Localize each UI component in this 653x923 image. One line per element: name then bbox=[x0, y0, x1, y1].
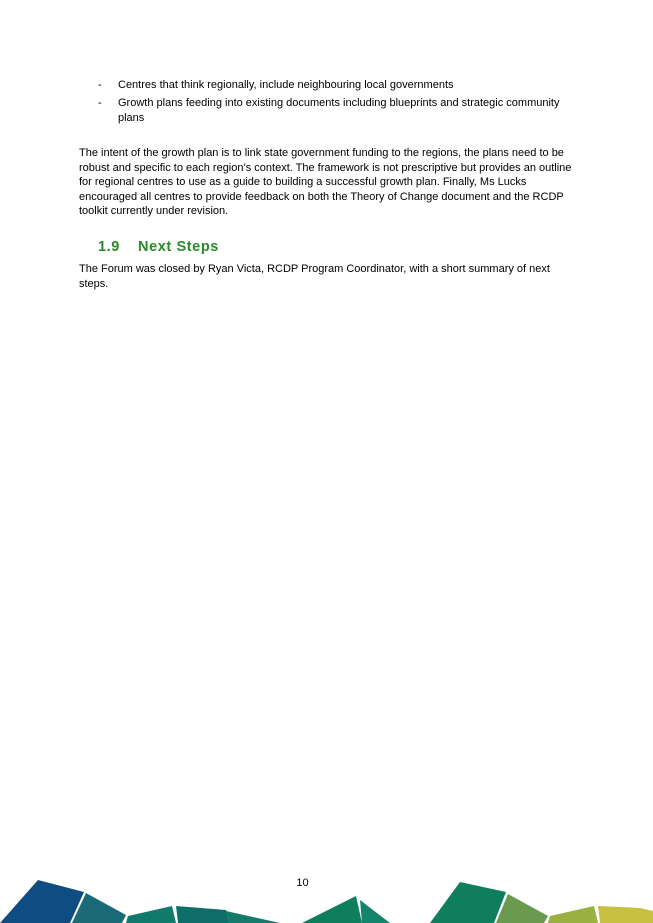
page-number: 10 bbox=[296, 877, 309, 889]
list-item bbox=[79, 78, 579, 93]
bullet-text: Growth plans feeding into existing documents including blueprints and strategic community plans bbox=[118, 97, 560, 124]
footer-shape bbox=[548, 906, 598, 923]
body-paragraph: The intent of the growth plan is to link state government funding to the regions, the plans need to be robust and specific to each region’s context. The framework is not prescriptive but provides an outline for regional centres to use as a guide to building a successful growth plan. Finally, Ms Lucks encouraged all centres to provide feedback on both the Theory of Change document and the RCDP toolkit currently under revision. bbox=[79, 147, 572, 218]
bullet-marker: - bbox=[98, 79, 102, 91]
footer-shape bbox=[360, 900, 390, 923]
bullet-text: Centres that think regionally, include neighbouring local governments bbox=[118, 79, 454, 91]
footer-shape bbox=[176, 906, 232, 923]
footer-shape bbox=[496, 894, 548, 923]
section-title: Next Steps bbox=[138, 239, 219, 255]
bullet-list bbox=[79, 78, 579, 129]
footer-shape bbox=[226, 911, 280, 923]
section-heading bbox=[98, 239, 219, 255]
bullet-marker: - bbox=[98, 97, 102, 109]
footer-shape bbox=[126, 906, 176, 923]
footer-shape bbox=[598, 906, 653, 923]
footer-shape bbox=[302, 896, 362, 923]
section-number: 1.9 bbox=[98, 239, 120, 255]
body-paragraph: The Forum was closed by Ryan Victa, RCDP Program Coordinator, with a short summary of next steps. bbox=[79, 263, 550, 290]
list-item bbox=[79, 96, 579, 125]
